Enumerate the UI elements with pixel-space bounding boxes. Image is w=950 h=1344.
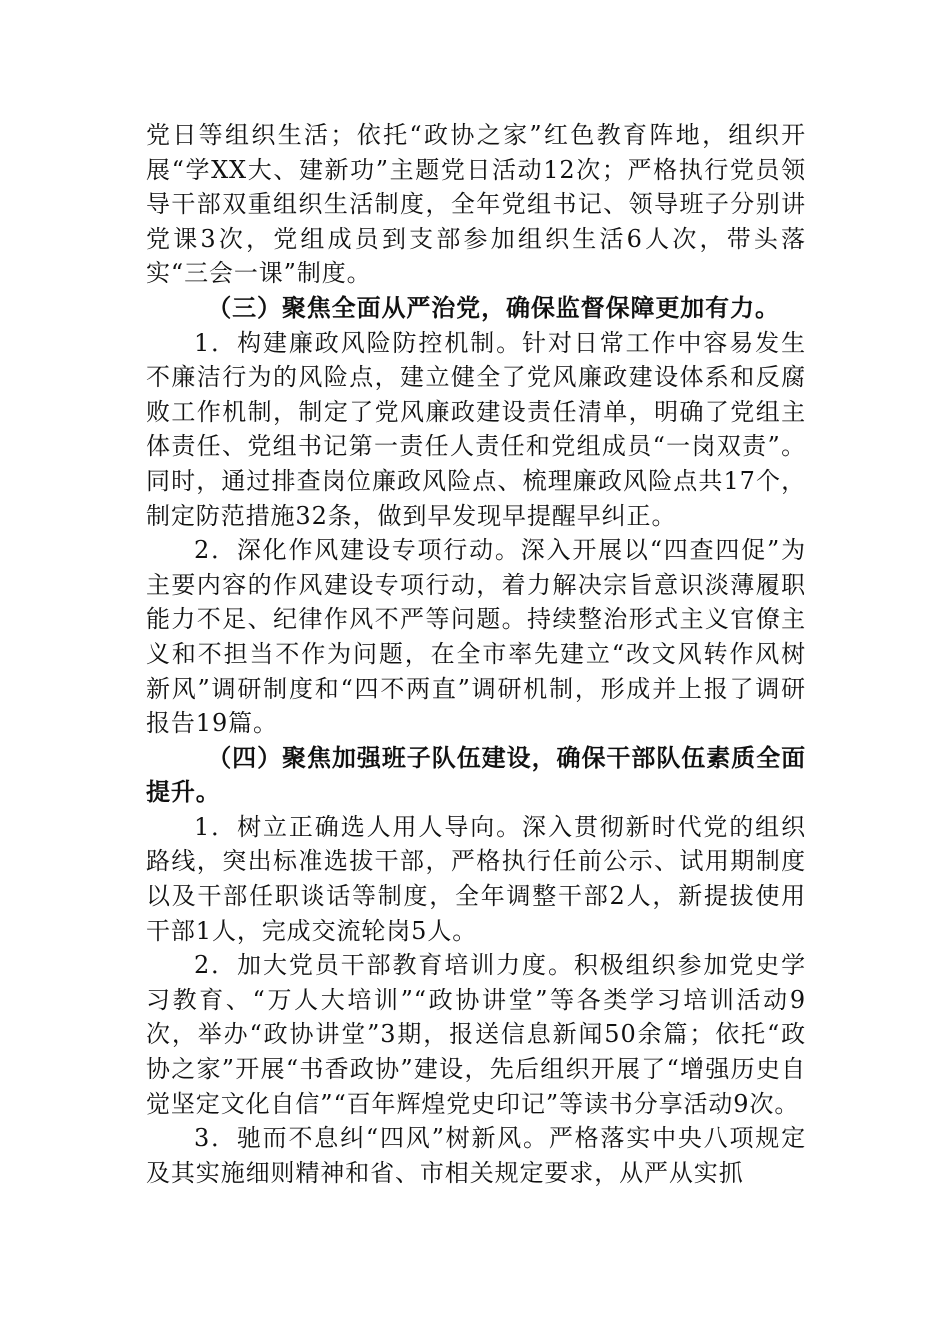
- paragraph-item-4-1: 1．树立正确选人用人导向。深入贯彻新时代党的组织路线，突出标准选拔干部，严格执行任前公示、试用期制度以及干部任职谈话等制度，全年调整干部2人，新提拔使用干部1人，完成交流轮岗5人。: [146, 812, 806, 945]
- paragraph-item-4-2: 2．加大党员干部教育培训力度。积极组织参加党史学习教育、“万人大培训”“政协讲堂”等各类学习培训活动9次，举办“政协讲堂”3期，报送信息新闻50余篇；依托“政协之家”开展“书香政协”建设，先后组织开展了“增强历史自觉坚定文化自信”“百年辉煌党史印记”等读书分享活动9次。: [146, 951, 806, 1118]
- paragraph-continuation: 党日等组织生活；依托“政协之家”红色教育阵地，组织开展“学XX大、建新功”主题党日活动12次；严格执行党员领导干部双重组织生活制度，全年党组书记、领导班子分别讲党课3次，党组成员到支部参加组织生活6人次，带头落实“三会一课”制度。: [146, 121, 806, 288]
- paragraph-item-4-3: 3．驰而不息纠“四风”树新风。严格落实中央八项规定及其实施细则精神和省、市相关规定要求，从严从实抓: [146, 1124, 806, 1187]
- section-heading-3: （三）聚焦全面从严治党，确保监督保障更加有力。: [207, 292, 780, 322]
- document-body: [146, 118, 806, 1190]
- paragraph-item-3-2: 2．深化作风建设专项行动。深入开展以“四查四促”为主要内容的作风建设专项行动，着力解决宗旨意识淡薄履职能力不足、纪律作风不严等问题。持续整治形式主义官僚主义和不担当不作为问题，在全市率先建立“改文风转作风树新风”调研制度和“四不两直”调研机制，形成并上报了调研报告19篇。: [146, 536, 806, 738]
- paragraph-item-3-1: 1．构建廉政风险防控机制。针对日常工作中容易发生不廉洁行为的风险点，建立健全了党风廉政建设体系和反腐败工作机制，制定了党风廉政建设责任清单，明确了党组主体责任、党组书记第一责任人责任和党组成员“一岗双责”。同时，通过排查岗位廉政风险点、梳理廉政风险点共17个，制定防范措施32条，做到早发现早提醒早纠正。: [146, 328, 806, 530]
- section-heading-4: （四）聚焦加强班子队伍建设，确保干部队伍素质全面提升。: [146, 742, 806, 807]
